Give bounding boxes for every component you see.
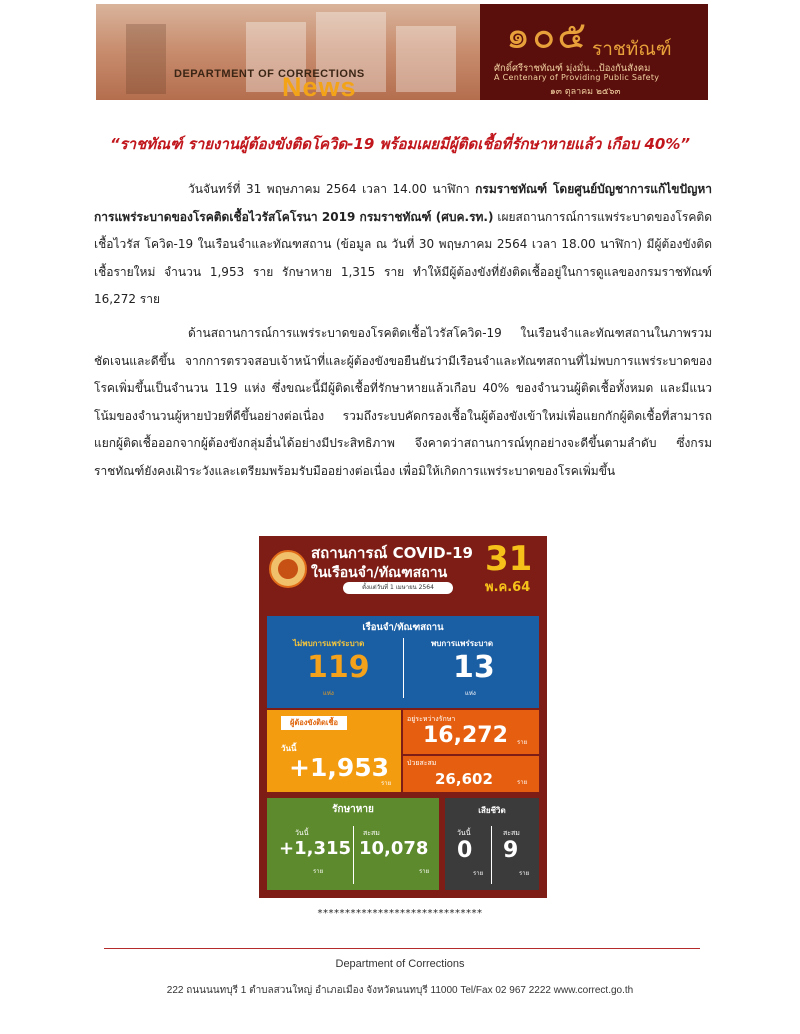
recovered-total-value: 10,078 bbox=[359, 838, 429, 859]
deaths-total-unit: ราย bbox=[519, 870, 530, 877]
recovered-total-label: สะสม bbox=[363, 829, 380, 837]
prisons-panel bbox=[267, 616, 539, 708]
no-outbreak-label: ไม่พบการแพร่ระบาด bbox=[293, 639, 365, 648]
cumulative-value: 26,602 bbox=[435, 770, 493, 788]
infected-today-label: วันนี้ bbox=[281, 744, 297, 753]
paragraph-1-lead: วันจันทร์ที่ 31 พฤษภาคม 2564 เวลา 14.00 นาฬิกา bbox=[188, 182, 476, 196]
paragraph-1-bold: กรมราชทัณฑ์ โดยศูนย์บัญชาการแก้ไขปัญหาการแพร่ระบาดของโรคติดเชื้อไวรัสโคโรนา 2019 กรมราชทัณฑ์ (ศบค.รท.) bbox=[94, 182, 713, 224]
deaths-divider bbox=[491, 826, 492, 884]
cumulative-label: ป่วยสะสม bbox=[407, 759, 437, 767]
infected-panel bbox=[267, 710, 401, 792]
paragraph-1 bbox=[94, 176, 712, 314]
corrections-seal-icon bbox=[269, 550, 307, 588]
outbreak-unit: แห่ง bbox=[465, 690, 476, 697]
recovered-today-unit: ราย bbox=[313, 868, 324, 875]
centenary-date: ๑๓ ตุลาคม ๒๕๖๓ bbox=[550, 87, 621, 97]
in-treatment-panel bbox=[403, 710, 539, 754]
centenary-number: ๑๐๕ bbox=[506, 13, 589, 57]
deaths-header: เสียชีวิต bbox=[478, 806, 506, 815]
recovered-header: รักษาหาย bbox=[332, 804, 374, 815]
banner-photo bbox=[96, 4, 480, 100]
infographic-month: พ.ค.64 bbox=[485, 580, 531, 595]
prisons-header: เรือนจำ/ทัณฑสถาน bbox=[362, 622, 444, 633]
deaths-panel bbox=[445, 798, 539, 890]
banner-news-word: News bbox=[282, 72, 357, 100]
recovered-today-value: +1,315 bbox=[279, 838, 352, 859]
recovered-total-unit: ราย bbox=[419, 868, 430, 875]
press-headline: “ราชทัณฑ์ รายงานผู้ต้องขังติดโควิด-19 พร้อมเผยมีผู้ติดเชื้อที่รักษาหายแล้ว เกือบ 40%” bbox=[109, 135, 691, 153]
infected-unit: ราย bbox=[381, 780, 392, 787]
cumulative-unit: ราย bbox=[517, 779, 528, 786]
infected-header: ผู้ต้องขังติดเชื้อ bbox=[281, 716, 347, 730]
deaths-total-value: 9 bbox=[503, 838, 519, 863]
cumulative-panel bbox=[403, 756, 539, 792]
recovered-divider bbox=[353, 826, 354, 884]
outbreak-value: 13 bbox=[453, 650, 495, 685]
centenary-english: A Centenary of Providing Public Safety bbox=[494, 73, 660, 82]
prisons-divider bbox=[403, 638, 404, 698]
centenary-name: ราชทัณฑ์ bbox=[592, 38, 672, 60]
in-treatment-unit: ราย bbox=[517, 739, 528, 746]
banner-department: DEPARTMENT OF CORRECTIONS bbox=[174, 68, 365, 80]
deaths-total-label: สะสม bbox=[503, 829, 520, 837]
no-outbreak-unit: แห่ง bbox=[323, 690, 334, 697]
news-banner bbox=[96, 4, 708, 100]
no-outbreak-value: 119 bbox=[307, 650, 370, 685]
infographic-day: 31 bbox=[485, 539, 533, 579]
infographic-as-of: ตั้งแต่วันที่ 1 เมษายน 2564 bbox=[343, 582, 453, 594]
infographic-subtitle: ในเรือนจำ/ทัณฑสถาน bbox=[311, 565, 448, 581]
centenary-logo bbox=[480, 4, 708, 100]
covid-infographic bbox=[259, 536, 547, 898]
footer-address: 222 ถนนนนทบุรี 1 ตำบลสวนใหญ่ อำเภอเมือง จังหวัดนนทบุรี 11000 Tel/Fax 02 967 2222 www.correct.go.th bbox=[166, 985, 634, 996]
centenary-tagline: ศักดิ์ศรีราชทัณฑ์ มุ่งมั่น...ป้องกันสังคม bbox=[494, 63, 651, 74]
in-treatment-label: อยู่ระหว่างรักษา bbox=[407, 715, 456, 723]
infected-today-value: +1,953 bbox=[289, 753, 390, 782]
paragraph-1-rest: เผยสถานการณ์การแพร่ระบาดของโรคติดเชื้อไวรัส โควิด-19 ในเรือนจำและทัณฑสถาน (ข้อมูล ณ วันที่ 30 พฤษภาคม 2564 เวลา 18.00 นาฬิกา) มีผู้ต้องขังติดเชื้อรายใหม่ จำนวน 1,953 ราย รักษาหาย 1,315 ราย ทำให้มีผู้ต้องขังที่ยังติดเชื้ออยู่ในการดูแลของกรมราชทัณฑ์ 16,272 ราย bbox=[94, 209, 712, 307]
in-treatment-value: 16,272 bbox=[423, 723, 508, 748]
deaths-today-unit: ราย bbox=[473, 870, 484, 877]
infographic-title: สถานการณ์ COVID-19 bbox=[311, 544, 473, 562]
footer-organization: Department of Corrections bbox=[335, 958, 465, 970]
footer-rule bbox=[104, 948, 700, 949]
separator-stars: ****************************** bbox=[317, 908, 483, 919]
recovered-panel bbox=[267, 798, 439, 890]
outbreak-label: พบการแพร่ระบาด bbox=[431, 639, 494, 648]
deaths-today-label: วันนี้ bbox=[457, 829, 471, 837]
paragraph-2: ด้านสถานการณ์การแพร่ระบาดของโรคติดเชื้อไวรัสโควิด-19 ในเรือนจำและทัณฑสถานในภาพรวมชัดเจนและดีขึ้น จากการตรวจสอบเจ้าหน้าที่และผู้ต้องขังขอยืนยันว่ามีเรือนจำและทัณฑสถานที่ไม่พบการแพร่ระบาดของโรคเพิ่มขึ้นเป็นจำนวน 119 แห่ง ซึ่งขณะนี้มีผู้ติดเชื้อที่รักษาหายแล้วเกือบ 40% ของจำนวนผู้ติดเชื้อทั้งหมด และมีแนวโน้มของจำนวนผู้หายป่วยที่ดีขึ้นอย่างต่อเนื่อง รวมถึงระบบคัดกรองเชื้อในผู้ต้องขังเข้าใหม่เพื่อแยกกักผู้ติดเชื้อที่สามารถแยกผู้ติดเชื้อออกจากผู้ต้องขังกลุ่มอื่นได้อย่างมีประสิทธิภาพ จึงคาดว่าสถานการณ์ทุกอย่างจะดีขึ้นตามลำดับ ซึ่งกรมราชทัณฑ์ยังคงเฝ้าระวังและเตรียมพร้อมรับมืออย่างต่อเนื่อง เพื่อมิให้เกิดการแพร่ระบาดของโรคเพิ่มขึ้น bbox=[94, 326, 712, 478]
deaths-today-value: 0 bbox=[457, 838, 473, 863]
recovered-today-label: วันนี้ bbox=[295, 829, 309, 837]
